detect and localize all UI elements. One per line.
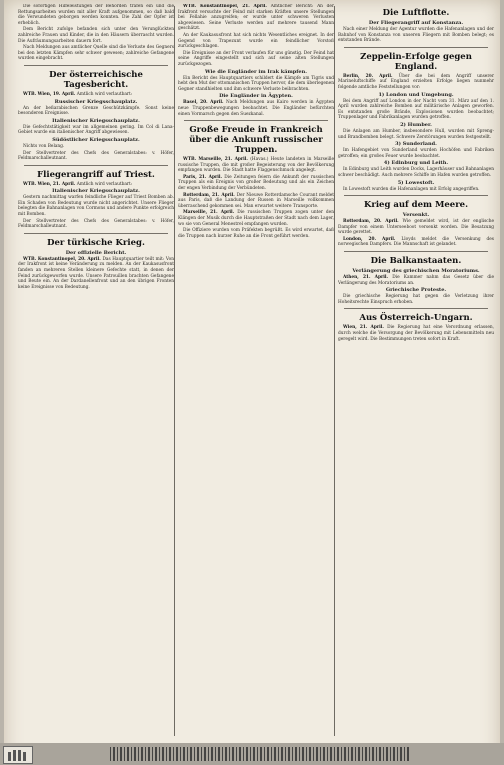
column-3: [338, 4, 494, 739]
section-divider: [184, 120, 328, 121]
dateline: Rotterdam, 20. April.: [343, 219, 403, 225]
dateline: Berlin, 20. April.: [343, 73, 399, 79]
dateline: WTB. Wien, 21. April.: [23, 181, 77, 187]
article-paragraph: [18, 4, 174, 26]
article-paragraph: [18, 257, 174, 291]
paragraph-text: An der Kaukasusfront hat sich nichts Wesentliches ereignet. In der Gegend von Trapezunt wurde ein feindlicher Vorstoß zurückgeschlagen.: [178, 32, 334, 50]
article-subheading: 1) London und Umgebung.: [378, 91, 454, 98]
article-paragraph: [178, 4, 334, 32]
dateline: Rotterdam, 21. April.: [183, 192, 237, 198]
article-headline: Große Freude in Frankreich über die Ankunft russischer Truppen.: [189, 125, 323, 156]
article-subheading: Verlängerung des griechischen Moratoriums.: [352, 268, 480, 275]
article-subheading: Italienischer Kriegsschauplatz.: [52, 117, 140, 124]
paragraph-text: Die Zeitungen feiern die Ankunft der russischen Truppen als ein Ereignis von großer Bedeutung und als ein Zeichen der engen Verbindung der Verbündeten.: [178, 174, 334, 192]
article-paragraph: [338, 148, 494, 159]
library-logo-icon: [3, 746, 33, 764]
article-paragraph: [18, 27, 174, 44]
paragraph-text: In Lowestoft wurden die Hafenanlagen mit Erfolg angegriffen.: [343, 186, 480, 192]
article-paragraph: [178, 100, 334, 117]
article-paragraph: [18, 144, 174, 150]
article-paragraph: [338, 27, 494, 44]
article-subheading: 4) Edinburg und Leith.: [383, 160, 449, 167]
section-divider: [344, 308, 488, 309]
paragraph-text: Nach Meldungen aus Kairo werden in Ägypten neue Truppenbewegungen beobachtet. Die Engländer befürchten einen Vormarsch gegen den Suezkanal.: [178, 100, 334, 117]
article-paragraph: [338, 129, 494, 140]
article-paragraph: [338, 74, 494, 91]
article-headline: Der türkische Krieg.: [47, 237, 145, 248]
dateline: Paris, 21. April.: [183, 174, 225, 180]
paragraph-text: Das Hauptquartier teilt mit: Von der Irakfront ist keine Veränderung zu melden. An der Kaukasusfront fanden an mehreren Stellen kleinere Gefechte statt, in denen der Feind zurückgeworfen wurde. Unsere Patrouillen brachten Gefangene und Beute ein. An der Dardanellenfront und an den übrigen Fronten keine Ereignisse von Bedeutung.: [18, 256, 174, 290]
paragraph-text: Die russischen Truppen zogen unter den Klängen der Musik durch die Hauptstraßen der Stadt nach dem Lager, wo sie von General Menestrel empfangen wurden.: [178, 210, 334, 227]
article-paragraph: [338, 237, 494, 248]
paragraph-text: Lloyds meldet die Versenkung des norwegischen Dampfers. Die Mannschaft ist gelandet.: [338, 236, 494, 248]
scan-footer: [0, 743, 504, 765]
article-paragraph: [18, 219, 174, 230]
section-divider: [344, 47, 488, 48]
article-subheading: Der Fliegerangriff auf Konstanza.: [368, 20, 464, 26]
paragraph-text: Der Stellvertreter des Chefs des Generalstabes: v. Höfer, Feldmarschalleutnant.: [18, 218, 174, 230]
article-headline: Zeppelin-Erfolge gegen England.: [360, 51, 472, 72]
dateline: WTB. Wien, 19. April.: [23, 91, 77, 97]
article-paragraph: [338, 99, 494, 121]
dateline: Wien, 21. April.: [343, 325, 388, 331]
paragraph-text: Nichts von Belang.: [23, 143, 65, 149]
article-headline: Fliegerangriff auf Triest.: [37, 169, 155, 180]
article-paragraph: [18, 106, 174, 117]
article-subheading: 3) Sunderland.: [395, 141, 437, 148]
article-paragraph: [338, 187, 494, 193]
paragraph-text: Im Hafengebiet von Sunderland wurden Hochöfen und Fabriken getroffen; ein großes Feuer wurde beobachtet.: [338, 148, 494, 159]
dateline: London, 20. April.: [343, 236, 402, 242]
article-paragraph: [178, 157, 334, 174]
article-paragraph: [18, 182, 174, 188]
article-subheading: 5) Lowestoft.: [397, 179, 435, 186]
article-subheading: Der offizielle Bericht.: [65, 249, 127, 256]
paragraph-text: Amtlich wird verlautbart:: [76, 91, 133, 97]
paragraph-text: (Havas.) Heute landeten in Marseille russische Truppen, die mit großer Begeisterung von der Bevölkerung empfangen wurden. Die Stadt hatte Flaggenschmuck angelegt.: [178, 157, 334, 174]
paragraph-text: Amtlich wird verlautbart:: [76, 181, 133, 187]
paragraph-text: Die Gefechtstätigkeit war im allgemeinen gering. Im Col di Lana-Gebiet wurde ein italienischer Angriff abgewiesen.: [18, 124, 174, 136]
paragraph-text: An der beßarabischen Grenze Geschützkämpfe. Sonst keine besonderen Ereignisse.: [18, 105, 174, 117]
article-subheading: Griechische Proteste.: [385, 287, 447, 294]
newspaper-page: [4, 0, 500, 765]
paragraph-text: Amtlicher Bericht: An der Irakfront versuchte der Feind mit starken Kräften unsere Stellungen bei Fellahie anzugreifen; er wurde unter schweren Verlusten abgewiesen. Seine Verluste werden auf mehrere tausend Mann geschätzt.: [178, 4, 334, 32]
paragraph-text: Die Offiziere wurden vom Präfekten begrüßt. Es wird erwartet, daß die Truppen nach kurzer Ruhe an die Front geführt werden.: [178, 228, 334, 239]
section-divider: [24, 233, 168, 234]
paragraph-text: In Edinburg und Leith wurden Docks, Lagerhäuser und Bahnanlagen schwer beschädigt. Auch mehrere Schiffe im Hafen wurden getroffen.: [338, 167, 494, 178]
section-divider: [24, 65, 168, 66]
column-2: [178, 4, 334, 739]
barcode-strip: [110, 747, 410, 761]
paragraph-text: Wie gemeldet wird, ist der englische Dampfer von einem Unterseeboot versenkt worden. Die Besatzung wurde gerettet.: [338, 219, 494, 236]
article-subheading: Die Engländer in Ägypten.: [219, 93, 293, 100]
article-paragraph: [18, 195, 174, 217]
section-divider: [344, 251, 488, 252]
section-divider: [24, 165, 168, 166]
paragraph-text: Die sofortigen Hilfeleistungen der Behörden trafen ein und die Rettungsarbeiten wurden mit aller Kraft aufgenommen, so daß bald die Verwundeten geborgen werden konnten. Die Zahl der Opfer ist erheblich.: [18, 4, 174, 26]
article-paragraph: [338, 167, 494, 178]
article-headline: Der österreichische Tagesbericht.: [49, 69, 143, 90]
article-headline: Die Balkanstaaten.: [370, 256, 462, 267]
dateline: WTB. Marseille, 21. April.: [183, 157, 251, 163]
article-subheading: Wie die Engländer im Irak kämpfen.: [205, 68, 307, 75]
paragraph-text: Bei dem Angriff auf London in der Nacht vom 31. März auf den 1. April wurden zahlreiche Bomben auf militärische Anlagen geworfen. Es entstanden große Brände, Explosionen wurden beobachtet; Truppenlager und Fabrikanlagen wurden getroffen.: [338, 98, 494, 121]
paragraph-text: Dem Bericht zufolge befanden sich unter den Verunglückten zahlreiche Frauen und Kinder, die in den Häusern überrascht wurden. Die Aufräumungsarbeiten dauern fort.: [18, 27, 174, 44]
paragraph-text: Die Anlagen am Humber, insbesondere Hull, wurden mit Spreng- und Brandbomben belegt. Schwere Zerstörungen wurden festgestellt.: [338, 128, 494, 140]
paragraph-text: Die Regierung hat eine Verordnung erlassen, durch welche die Versorgung der Bevölkerung mit Lebensmitteln neu geregelt wird. Die Bestimmungen treten sofort in Kraft.: [338, 325, 494, 342]
paragraph-text: Nach einer Meldung der Agentur wurden die Hafenanlagen und der Bahnhof von Konstanza von unseren Fliegern mit Bomben belegt; es entstanden Brände.: [338, 27, 494, 44]
paragraph-text: Über die bei dem Angriff unserer Marineluftschiffe auf England erzielten Erfolge liegen nunmehr folgende amtliche Feststellungen vor:: [338, 73, 494, 90]
dateline: Marseille, 21. April.: [183, 210, 238, 216]
article-paragraph: [178, 228, 334, 239]
dateline: Basel, 20. April.: [183, 100, 226, 106]
article-paragraph: [338, 275, 494, 286]
paragraph-text: Die Ereignisse an der Front verlaufen für uns günstig. Der Feind hat seine Angriffe eingestellt und sich auf seine alten Stellungen zurückgezogen.: [178, 50, 334, 67]
article-paragraph: [18, 151, 174, 162]
article-headline: Aus Österreich-Ungarn.: [359, 313, 473, 324]
section-divider: [344, 195, 488, 196]
article-paragraph: [18, 45, 174, 62]
column-1: [18, 4, 174, 739]
article-paragraph: [178, 193, 334, 210]
article-subheading: Italienischer Kriegsschauplatz.: [52, 188, 140, 195]
article-paragraph: [178, 33, 334, 50]
article-paragraph: [338, 219, 494, 236]
dateline: WTB. Konstantinopel, 21. April.: [183, 4, 271, 9]
article-paragraph: [178, 210, 334, 227]
article-paragraph: [18, 92, 174, 98]
article-subheading: Südöstlicher Kriegsschauplatz.: [52, 136, 140, 143]
paragraph-text: Ein Bericht des Hauptquartiers schildert die Kämpfe am Tigris und hebt den Mut der ottomanischen Truppen hervor, die dem überlegenen Gegner standhielten und ihm schwere Verluste beibrachten.: [178, 75, 334, 92]
article-headline: Krieg auf dem Meere.: [363, 200, 469, 211]
paragraph-text: Die griechische Regierung hat gegen die Verletzung ihrer Hoheitsrechte Einspruch erhoben.: [338, 294, 494, 305]
paragraph-text: Nach Meldungen aus amtlicher Quelle sind die Verluste des Gegners bei den letzten Kämpfen sehr schwer gewesen; zahlreiche Gefangene wurden eingebracht.: [18, 45, 174, 62]
dateline: Athen, 21. April.: [343, 275, 393, 281]
article-paragraph: [338, 294, 494, 305]
article-subheading: Versenkt.: [402, 212, 430, 219]
dateline: WTB. Konstantinopel, 20. April.: [23, 256, 103, 262]
article-headline: Die Luftflotte.: [382, 8, 450, 18]
article-paragraph: [178, 51, 334, 68]
article-subheading: Russischer Kriegsschauplatz.: [54, 98, 138, 105]
paragraph-text: Gestern nachmittag warfen feindliche Flieger auf Triest Bomben ab. Ein Schaden von Bedeutung wurde nicht angerichtet. Unsere Flieger belegten die Bahnanlagen von Cormons und andere Punkte erfolgreich mit Bomben.: [18, 195, 174, 218]
column-rule: [174, 6, 175, 736]
column-rule: [334, 6, 335, 736]
article-paragraph: [338, 325, 494, 342]
article-paragraph: [178, 175, 334, 192]
paragraph-text: Der Nieuwe Rotterdamsche Courant meldet aus Paris, daß die Landung der Russen in Marseille vollkommen überraschend gekommen sei. Man erwartet weitere Transporte.: [178, 192, 334, 209]
article-paragraph: [178, 76, 334, 93]
paragraph-text: Der Stellvertreter des Chefs des Generalstabes: v. Höfer, Feldmarschalleutnant.: [18, 150, 174, 162]
paragraph-text: Die Kammer nahm das Gesetz über die Verlängerung des Moratoriums an.: [338, 275, 494, 286]
article-subheading: 2) Humber.: [400, 121, 432, 128]
article-paragraph: [18, 125, 174, 136]
